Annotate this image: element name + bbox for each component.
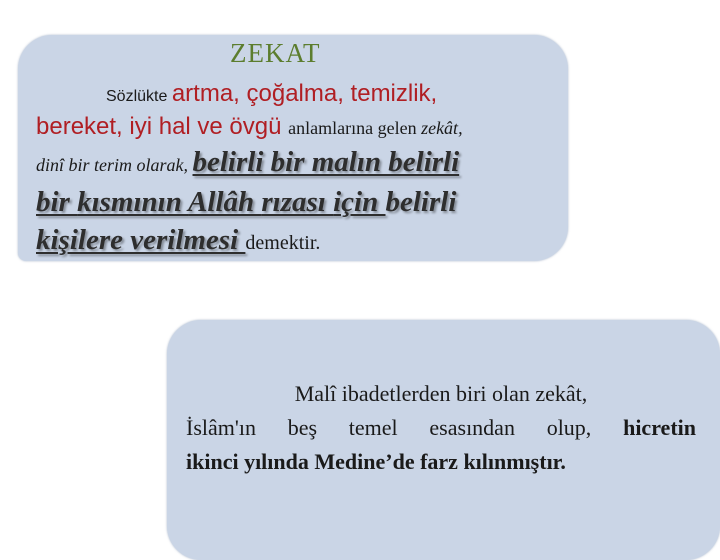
bold-text: ikinci yılında Medine’de farz kılınmıştır. — [186, 449, 566, 474]
emphasis-text: Allâh — [188, 186, 262, 218]
text-segment: demektir. — [245, 232, 321, 254]
emphasis-text: belirli bir malın belirli — [192, 146, 460, 178]
bold-text: hicretin — [623, 415, 696, 440]
info-line-1: Malî ibadetlerden biri olan zekât, — [294, 381, 588, 406]
definition-line-1 — [106, 80, 437, 108]
definition-line-2 — [36, 113, 463, 141]
info-line-3 — [186, 445, 696, 479]
card-title: ZEKAT — [230, 38, 321, 68]
text-segment: Sözlükte — [106, 88, 172, 105]
emphasis-text: rızası — [261, 186, 334, 218]
definition-line-3 — [36, 146, 459, 179]
text-segment: İslâm'ın beş temel esasından olup, — [186, 415, 624, 440]
emphasis-text: için — [333, 186, 386, 218]
emphasis-text: kişilere verilmesi — [36, 224, 246, 256]
text-segment-italic: dinî bir terim olarak, — [36, 155, 193, 175]
emphasis-text: bir — [36, 186, 78, 218]
text-segment: anlamlarına gelen — [288, 118, 422, 138]
definition-line-4 — [36, 186, 456, 219]
text-segment-red: artma, çoğalma, temizlik, — [171, 80, 438, 107]
emphasis-text: kısmının — [77, 186, 189, 218]
emphasis-text: belirli — [385, 186, 457, 218]
text-segment-italic: zekât, — [421, 118, 463, 138]
text-segment-red: bereket, iyi hal ve övgü — [36, 113, 289, 140]
definition-line-5 — [36, 224, 320, 257]
info-paragraph — [186, 377, 696, 479]
info-line-2 — [186, 411, 696, 445]
